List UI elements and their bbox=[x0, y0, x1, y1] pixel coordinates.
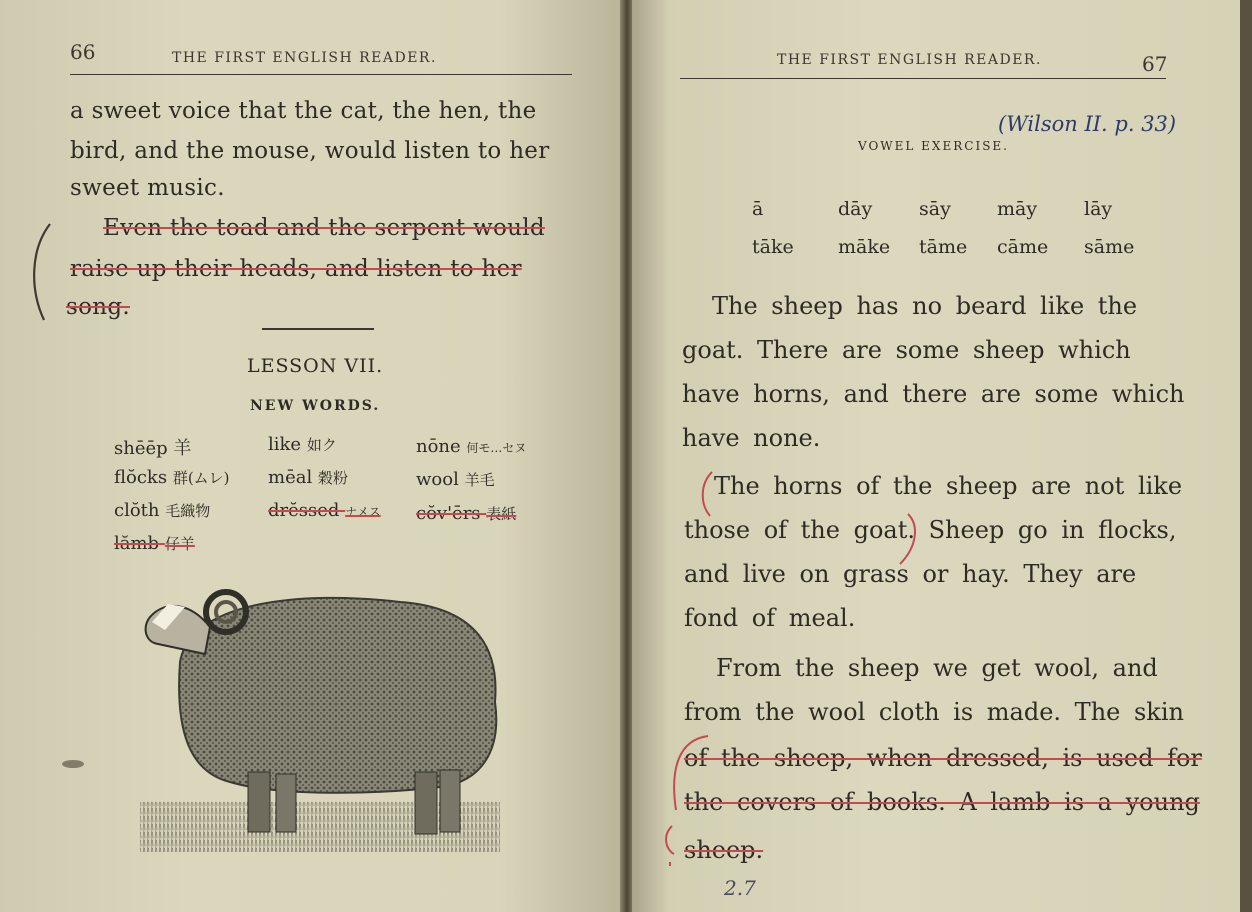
text-line: bird, and the mouse, would listen to her bbox=[70, 138, 550, 164]
exercise-heading: VOWEL EXERCISE. bbox=[858, 139, 1009, 153]
sheep-illustration bbox=[130, 582, 510, 862]
left-page bbox=[0, 0, 624, 912]
vowel-word: māke bbox=[838, 236, 891, 258]
text-line: sweet music. bbox=[70, 175, 225, 201]
struck-text-line: raise up their heads, and listen to her bbox=[70, 256, 522, 282]
handwritten-reference: (Wilson II. p. 33) bbox=[998, 112, 1177, 136]
running-head: THE FIRST ENGLISH READER. bbox=[777, 52, 1042, 68]
right-page bbox=[632, 0, 1244, 912]
header-rule bbox=[70, 74, 572, 75]
lesson-title: LESSON VII. bbox=[247, 355, 384, 377]
vocab-word: flŏcks 群(ムレ) bbox=[114, 467, 230, 488]
red-bracket-marks bbox=[694, 466, 924, 566]
vocab-word: mēal 穀粉 bbox=[268, 467, 348, 488]
section-rule bbox=[262, 328, 374, 330]
vocab-word: clŏth 毛織物 bbox=[114, 500, 211, 521]
page-number: 67 bbox=[1142, 52, 1168, 76]
text-line: from the wool cloth is made. The skin bbox=[684, 698, 1184, 726]
vowel-word: lāy bbox=[1084, 198, 1113, 220]
vocab-word: shēēp 羊 bbox=[114, 438, 192, 459]
handwritten-note: 2.7 bbox=[724, 876, 756, 900]
vowel-word: tāke bbox=[752, 236, 794, 258]
text-line: goat. There are some sheep which bbox=[682, 336, 1131, 364]
vowel-word: sāy bbox=[919, 198, 951, 220]
struck-text-line: the covers of books. A lamb is a young bbox=[684, 788, 1200, 816]
struck-vocab-word: cŏv'ērs 表紙 bbox=[416, 503, 517, 524]
struck-text-line: sheep. bbox=[684, 836, 764, 864]
text-line: fond of meal. bbox=[684, 604, 856, 632]
vowel-word: māy bbox=[997, 198, 1038, 220]
red-margin-bracket bbox=[658, 730, 718, 870]
vocab-word: nōne 何モ…セヌ bbox=[416, 436, 527, 457]
vowel-word: dāy bbox=[838, 198, 873, 220]
vocab-word: wool 羊毛 bbox=[416, 469, 495, 490]
struck-vocab-word: lămb 仔羊 bbox=[114, 533, 195, 554]
text-line: and live on grass or hay. They are bbox=[684, 560, 1137, 588]
text-line: The sheep has no beard like the bbox=[712, 292, 1138, 320]
text-line: have none. bbox=[682, 424, 821, 452]
book-edge bbox=[1240, 0, 1252, 912]
struck-text-line: song. bbox=[66, 294, 130, 320]
running-head: THE FIRST ENGLISH READER. bbox=[172, 50, 437, 66]
text-line: From the sheep we get wool, and bbox=[716, 654, 1158, 682]
new-words-heading: NEW WORDS. bbox=[250, 398, 381, 414]
vocab-word: like 如ク bbox=[268, 434, 337, 455]
vowel-word: ā bbox=[752, 198, 764, 220]
text-line: The horns of the sheep are not like bbox=[714, 472, 1183, 500]
vowel-word: tāme bbox=[919, 236, 968, 258]
vowel-word: sāme bbox=[1084, 236, 1135, 258]
vowel-word: cāme bbox=[997, 236, 1049, 258]
struck-text-line: Even the toad and the serpent would bbox=[103, 215, 545, 241]
page-number: 66 bbox=[70, 40, 96, 64]
text-line: a sweet voice that the cat, the hen, the bbox=[70, 98, 537, 124]
text-line: those of the goat. Sheep go in flocks, bbox=[684, 516, 1177, 544]
header-rule bbox=[680, 78, 1166, 79]
text-line: have horns, and there are some which bbox=[682, 380, 1185, 408]
pencil-bracket-mark bbox=[28, 220, 58, 325]
struck-text-line: of the sheep, when dressed, is used for bbox=[684, 744, 1202, 772]
struck-vocab-word: drĕssed ナメス bbox=[268, 500, 381, 521]
ink-smudge bbox=[62, 760, 84, 768]
